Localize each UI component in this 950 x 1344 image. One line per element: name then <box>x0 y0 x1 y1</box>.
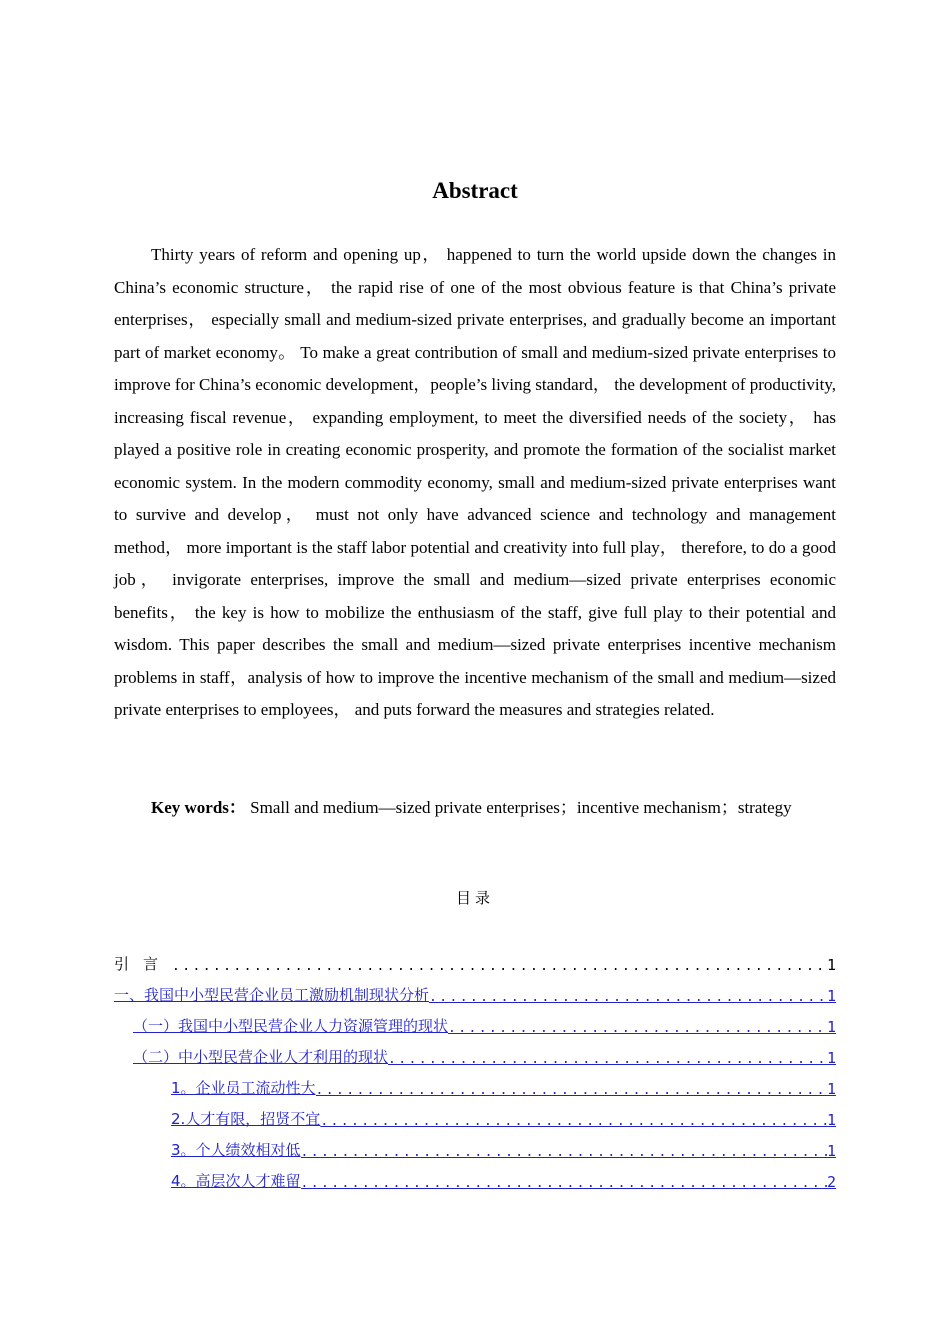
toc-page-number: 1 <box>826 1142 836 1160</box>
toc-entry-text: 引言 <box>114 955 173 973</box>
toc-leader-dots <box>301 1176 827 1191</box>
toc-entry-section-1-2[interactable] <box>114 1036 836 1067</box>
toc-page-number: 1 <box>826 956 836 974</box>
toc-page-number: 1 <box>826 1049 836 1067</box>
toc-entry-text: 4。高层次人才难留 <box>171 1172 301 1190</box>
toc-leader-dots <box>316 1083 827 1098</box>
toc-page-number: 1 <box>826 1111 836 1129</box>
abstract-title: Abstract <box>432 178 518 203</box>
toc-entry-item-3[interactable] <box>114 1129 836 1160</box>
toc-entry-intro[interactable] <box>114 943 836 974</box>
keywords-text: Small and medium—sized private enterprises；incentive mechanism；strategy <box>250 798 792 817</box>
toc-leader-dots <box>429 990 827 1005</box>
toc-leader-dots <box>448 1021 827 1036</box>
keywords-label: Key words： <box>151 798 246 817</box>
toc-entry-text: （二）中小型民营企业人才利用的现状 <box>133 1048 389 1066</box>
toc-entry-section-1[interactable] <box>114 974 836 1005</box>
toc-leader-dots <box>388 1052 827 1067</box>
abstract-body: Thirty years of reform and opening up， happened to turn the world upside down the changes in China’s economic structure， the rapid rise of one of the most obvious feature is that China’s private enterprises， especially small and medium-sized private enterprises, and gradually become an important part of market economy。 To make a great contribution of small and medium-sized private enterprises to improve for China’s economic development，people’s living standard， the development of productivity, increasing fiscal revenue， expanding employment, to meet the diversified needs of the society， has played a positive role in creating economic prosperity, and promote the formation of the socialist market economic system. In the modern commodity economy, small and medium-sized private enterprises want to survive and develop， must not only have advanced science and technology and management method， more important is the staff labor potential and creativity into full play， therefore, to do a good job， invigorate enterprises, improve the small and medium—sized private enterprises economic benefits， the key is how to mobilize the enthusiasm of the staff, give full play to their potential and wisdom. This paper describes the small and medium—sized private enterprises incentive mechanism problems in staff，analysis of how to improve the incentive mechanism of the small and medium—sized private enterprises to employees， and puts forward the measures and strategies related. <box>114 245 836 719</box>
table-of-contents <box>114 943 836 1191</box>
toc-entry-item-1[interactable] <box>114 1067 836 1098</box>
toc-leader-dots <box>301 1145 827 1160</box>
toc-page-number: 1 <box>826 987 836 1005</box>
toc-entry-text: （一）我国中小型民营企业人力资源管理的现状 <box>133 1017 449 1035</box>
toc-entry-section-1-1[interactable] <box>114 1005 836 1036</box>
toc-leader-dots <box>172 959 827 974</box>
toc-leader-dots <box>320 1114 827 1129</box>
keywords-paragraph <box>114 792 836 825</box>
toc-entry-text: 一、我国中小型民营企业员工激励机制现状分析 <box>114 986 430 1004</box>
toc-entry-item-4[interactable] <box>114 1160 836 1191</box>
toc-page-number: 1 <box>826 1080 836 1098</box>
toc-page-number: 1 <box>826 1018 836 1036</box>
toc-entry-item-2[interactable] <box>114 1098 836 1129</box>
toc-title: 目录 <box>455 889 494 907</box>
toc-page-number: 2 <box>826 1173 836 1191</box>
toc-entry-text: 1。企业员工流动性大 <box>171 1079 316 1097</box>
toc-entry-text: 3。个人绩效相对低 <box>171 1141 301 1159</box>
toc-entry-text: 2.人才有限，招贤不宜 <box>171 1110 321 1128</box>
